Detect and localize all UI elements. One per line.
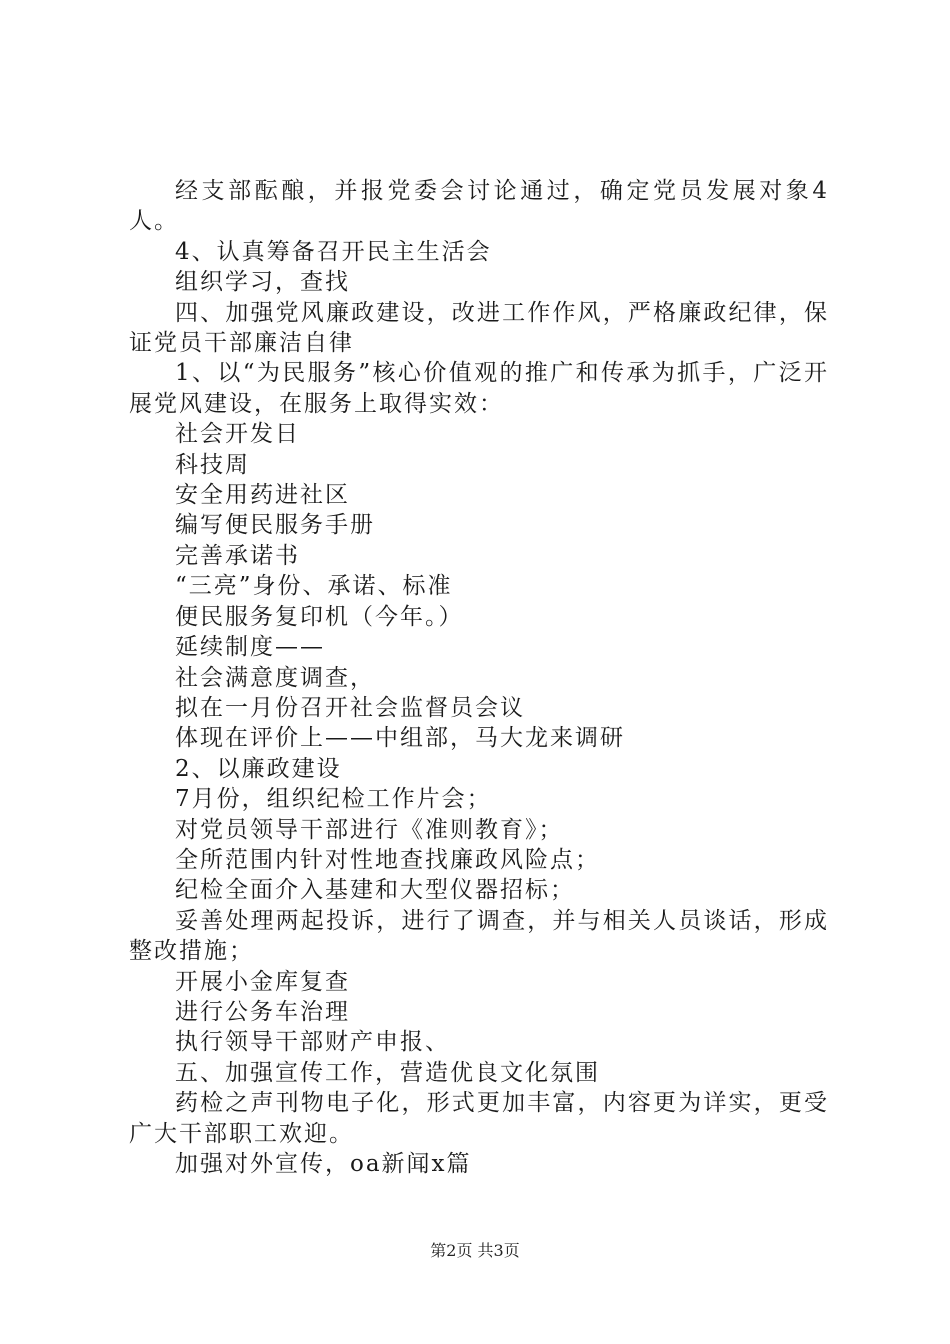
paragraph: 妥善处理两起投诉，进行了调查，并与相关人员谈话，形成整改措施； — [129, 907, 829, 965]
paragraph: 组织学习，查找 — [175, 269, 350, 296]
paragraph: 1、以“为民服务”核心价值观的推广和传承为抓手，广泛开展党风建设，在服务上取得实效： — [129, 360, 829, 417]
paragraph: 7月份，组织纪检工作片会； — [175, 786, 492, 813]
paragraph: 4、认真筹备召开民主生活会 — [175, 238, 492, 265]
paragraph: 对党员领导干部进行《准则教育》； — [175, 816, 564, 843]
paragraph: 药检之声刊物电子化，形式更加丰富，内容更为详实，更受广大干部职工欢迎。 — [129, 1090, 829, 1147]
paragraph: 开展小金库复查 — [175, 968, 350, 995]
paragraph: “三亮”身份、承诺、标准 — [175, 573, 453, 600]
paragraph: 便民服务复印机（今年。） — [175, 603, 464, 630]
paragraph: 体现在评价上——中组部，马大龙来调研 — [175, 725, 625, 752]
paragraph: 2、以廉政建设 — [175, 755, 342, 782]
paragraph: 经支部酝酿，并报党委会讨论通过，确定党员发展对象4人。 — [129, 178, 829, 235]
paragraph: 全所范围内针对性地查找廉政风险点； — [175, 846, 600, 873]
paragraph: 五、加强宣传工作，营造优良文化氛围 — [175, 1059, 600, 1086]
paragraph: 编写便民服务手册 — [175, 512, 375, 539]
document-body — [129, 176, 829, 1179]
paragraph: 纪检全面介入基建和大型仪器招标； — [175, 877, 575, 904]
paragraph: 延续制度—— — [175, 634, 325, 661]
paragraph: 社会满意度调查， — [175, 664, 375, 691]
paragraph: 安全用药进社区 — [175, 482, 350, 509]
paragraph: 社会开发日 — [175, 421, 300, 448]
paragraph: 进行公务车治理 — [175, 998, 350, 1025]
paragraph: 四、加强党风廉政建设，改进工作作风，严格廉政纪律，保证党员干部廉洁自律 — [129, 299, 829, 357]
paragraph: 加强对外宣传，oa新闻x篇 — [175, 1151, 472, 1177]
paragraph: 完善承诺书 — [175, 542, 300, 569]
page-number-label: 第2页 共3页 — [430, 1241, 520, 1260]
paragraph: 拟在一月份召开社会监督员会议 — [175, 694, 525, 721]
page-footer — [0, 1241, 950, 1261]
paragraph: 科技周 — [175, 451, 250, 478]
paragraph: 执行领导干部财产申报、 — [175, 1029, 450, 1056]
